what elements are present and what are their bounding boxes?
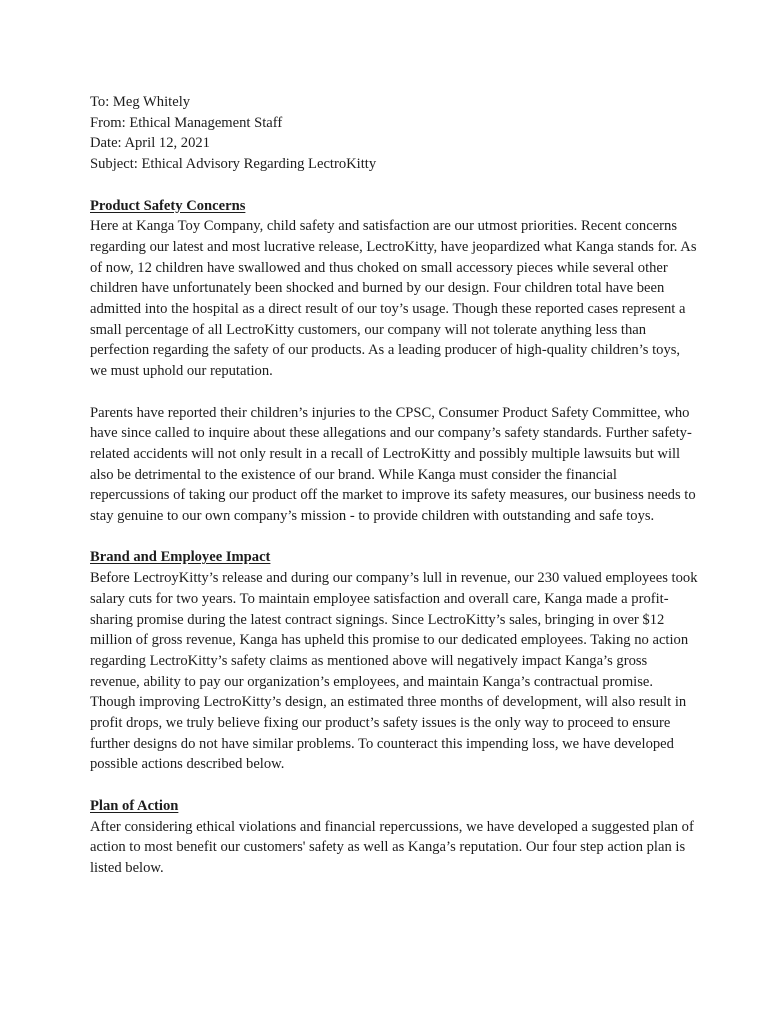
memo-subject: Subject: Ethical Advisory Regarding LectroKitty <box>90 156 377 173</box>
memo-from: From: Ethical Management Staff <box>90 114 283 131</box>
memo-to: To: Meg Whitely <box>90 94 191 110</box>
heading-brand-employee: Brand and Employee Impact <box>90 549 271 566</box>
spacer <box>90 527 700 548</box>
memo-date: Date: April 12, 2021 <box>90 135 210 152</box>
paragraph-safety-2: Parents have reported their children’s injuries to the CPSC, Consumer Product Safety Committee, who have since called to inquire about these allegations and our company’s safety standards. Further safety-related accidents will not only result in a recall of LectroKitty and possibly multiple lawsuits but will also be detrimental to the existence of our brand. While Kanga must consider the financial repercussions of taking our product off the market to improve its safety measures, our business needs to stay genuine to our own company’s mission - to provide children with outstanding and safe toys. <box>90 404 696 525</box>
spacer <box>90 382 700 403</box>
memo-document <box>90 92 700 879</box>
heading-plan-of-action: Plan of Action <box>90 797 179 814</box>
heading-product-safety: Product Safety Concerns <box>90 197 246 214</box>
paragraph-safety-1: Here at Kanga Toy Company, child safety and satisfaction are our utmost priorities. Recent concerns regarding our latest and most lucrative release, LectroKitty, have jeopardized what Kanga stands for. As of now, 12 children have swallowed and thus choked on small accessory pieces while several other children have unfortunately been shocked and burned by our design. Four children total have been admitted into the hospital as a direct result of our toy’s usage. Though these reported cases represent a small percentage of all LectroKitty customers, our company will not tolerate anything less than perfection regarding the safety of our products. As a leading producer of high-quality children’s toys, we must uphold our reputation. <box>90 218 697 380</box>
paragraph-brand-1: Before LectroyKitty’s release and during our company’s lull in revenue, our 230 valued employees took salary cuts for two years. To maintain employee satisfaction and overall care, Kanga made a profit-sharing promise during the latest contract signings. Since LectroKitty’s sales, bringing in over $12 million of gross revenue, Kanga has upheld this promise to our dedicated employees. Taking no action regarding LectroKitty’s safety claims as mentioned above will negatively impact Kanga’s gross revenue, ability to pay our organization’s employees, and maintain Kanga’s contractual promise. Though improving LectroKitty’s design, an estimated three months of development, will also result in profit drops, we truly believe fixing our product’s safety issues is the only way to proceed to ensure further designs do not have similar problems. To counteract this impending loss, we have developed possible actions described below. <box>90 570 698 773</box>
paragraph-plan-1: After considering ethical violations and financial repercussions, we have developed a suggested plan of action to most benefit our customers' safety as well as Kanga’s reputation. Our four step action plan is listed below. <box>90 818 694 876</box>
spacer <box>90 775 700 796</box>
spacer <box>90 175 700 196</box>
